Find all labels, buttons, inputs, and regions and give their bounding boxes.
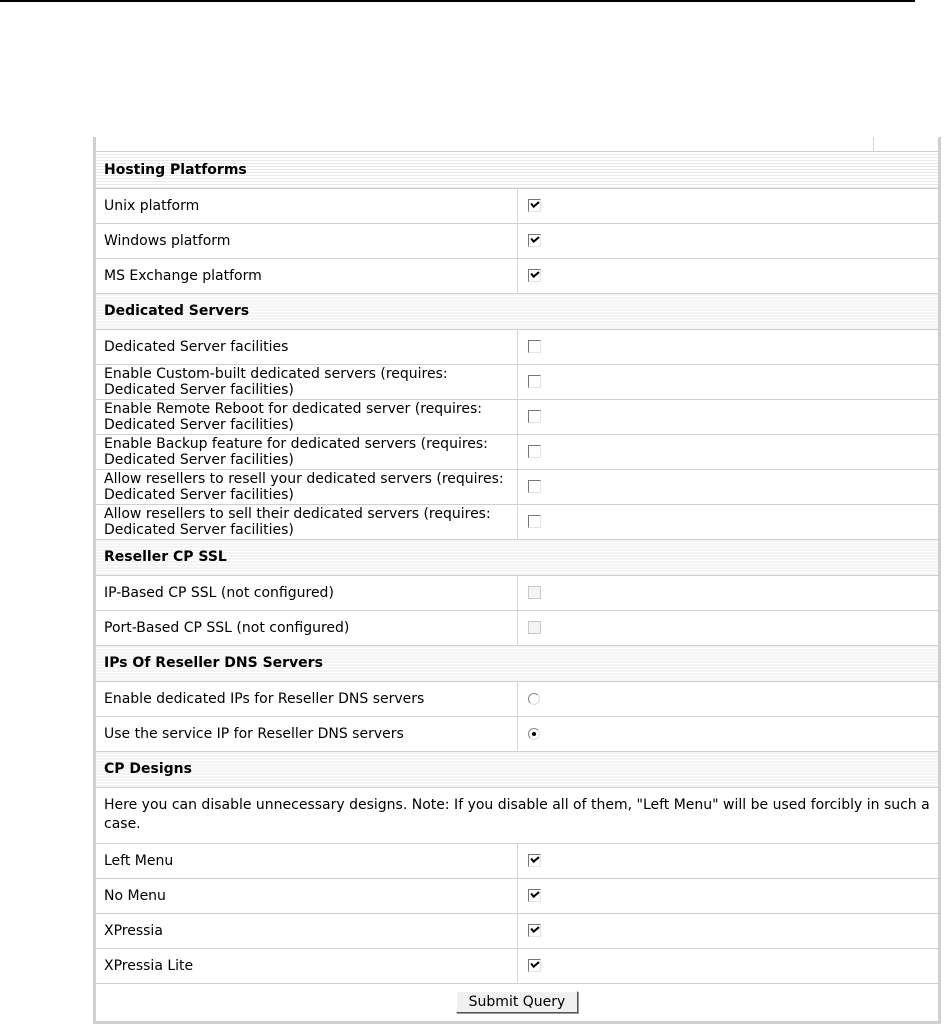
option-checkbox[interactable] <box>528 234 541 247</box>
option-row <box>96 469 938 504</box>
option-row <box>96 258 938 293</box>
option-checkbox[interactable] <box>528 480 541 493</box>
option-control-cell <box>517 434 938 469</box>
option-checkbox[interactable] <box>528 854 541 867</box>
section-header-dedicated-servers <box>96 293 938 329</box>
option-checkbox[interactable] <box>528 269 541 282</box>
submit-cell <box>96 983 938 1021</box>
option-control-cell <box>517 258 938 293</box>
option-row <box>96 223 938 258</box>
option-checkbox[interactable] <box>528 959 541 972</box>
section-note: Here you can disable unnecessary designs. Note: If you disable all of them, "Left Menu" will be used forcibly in such a case. <box>96 787 938 843</box>
option-control-cell <box>517 188 938 223</box>
option-row <box>96 913 938 948</box>
option-checkbox[interactable] <box>528 410 541 423</box>
option-row <box>96 434 938 469</box>
option-label: XPressia <box>96 913 517 948</box>
option-row <box>96 188 938 223</box>
option-control-cell <box>517 716 938 751</box>
option-label: Enable Remote Reboot for dedicated server (requires: Dedicated Server facilities) <box>96 399 517 434</box>
option-radio[interactable] <box>528 693 540 705</box>
option-row <box>96 948 938 983</box>
option-label: Windows platform <box>96 223 517 258</box>
option-row <box>96 610 938 645</box>
option-checkbox[interactable] <box>528 445 541 458</box>
option-control-cell <box>517 364 938 399</box>
section-title: IPs Of Reseller DNS Servers <box>96 645 938 681</box>
settings-panel <box>93 137 941 1024</box>
option-label: Left Menu <box>96 843 517 878</box>
option-label: Use the service IP for Reseller DNS servers <box>96 716 517 751</box>
option-control-cell <box>517 878 938 913</box>
option-row <box>96 329 938 364</box>
option-control-cell <box>517 681 938 716</box>
panel-top-spacer <box>96 137 938 152</box>
section-header-reseller-cp-ssl <box>96 539 938 575</box>
option-label: MS Exchange platform <box>96 258 517 293</box>
option-checkbox[interactable] <box>528 889 541 902</box>
section-note-row <box>96 787 938 843</box>
option-row <box>96 399 938 434</box>
option-checkbox <box>528 586 541 599</box>
option-checkbox[interactable] <box>528 199 541 212</box>
option-label: Enable Backup feature for dedicated servers (requires: Dedicated Server facilities) <box>96 434 517 469</box>
option-row <box>96 364 938 399</box>
option-checkbox[interactable] <box>528 515 541 528</box>
option-control-cell <box>517 610 938 645</box>
option-control-cell <box>517 399 938 434</box>
section-title: Reseller CP SSL <box>96 539 938 575</box>
option-checkbox[interactable] <box>528 375 541 388</box>
top-divider <box>0 0 915 2</box>
section-title: Dedicated Servers <box>96 293 938 329</box>
option-row <box>96 878 938 913</box>
option-label: Enable dedicated IPs for Reseller DNS servers <box>96 681 517 716</box>
section-title: Hosting Platforms <box>96 152 938 188</box>
submit-row <box>96 983 938 1021</box>
section-header-ips-of-reseller-dns-servers <box>96 645 938 681</box>
option-label: IP-Based CP SSL (not configured) <box>96 575 517 610</box>
section-header-cp-designs <box>96 751 938 787</box>
option-control-cell <box>517 948 938 983</box>
option-label: Port-Based CP SSL (not configured) <box>96 610 517 645</box>
option-control-cell <box>517 843 938 878</box>
submit-query-button[interactable]: Submit Query <box>456 991 579 1013</box>
option-row <box>96 843 938 878</box>
option-label: XPressia Lite <box>96 948 517 983</box>
section-header-hosting-platforms <box>96 152 938 188</box>
option-control-cell <box>517 575 938 610</box>
option-checkbox <box>528 621 541 634</box>
option-label: Allow resellers to resell your dedicated servers (requires: Dedicated Server facilities) <box>96 469 517 504</box>
option-row <box>96 575 938 610</box>
option-label: Allow resellers to sell their dedicated servers (requires: Dedicated Server facilities) <box>96 504 517 539</box>
section-title: CP Designs <box>96 751 938 787</box>
option-row <box>96 504 938 539</box>
option-checkbox[interactable] <box>528 924 541 937</box>
option-control-cell <box>517 223 938 258</box>
option-label: Dedicated Server facilities <box>96 329 517 364</box>
option-checkbox[interactable] <box>528 340 541 353</box>
option-control-cell <box>517 469 938 504</box>
option-row <box>96 716 938 751</box>
option-control-cell <box>517 913 938 948</box>
option-label: Unix platform <box>96 188 517 223</box>
option-radio[interactable] <box>528 728 540 740</box>
option-control-cell <box>517 329 938 364</box>
option-row <box>96 681 938 716</box>
option-label: Enable Custom-built dedicated servers (requires: Dedicated Server facilities) <box>96 364 517 399</box>
settings-table <box>96 152 938 1021</box>
option-label: No Menu <box>96 878 517 913</box>
option-control-cell <box>517 504 938 539</box>
